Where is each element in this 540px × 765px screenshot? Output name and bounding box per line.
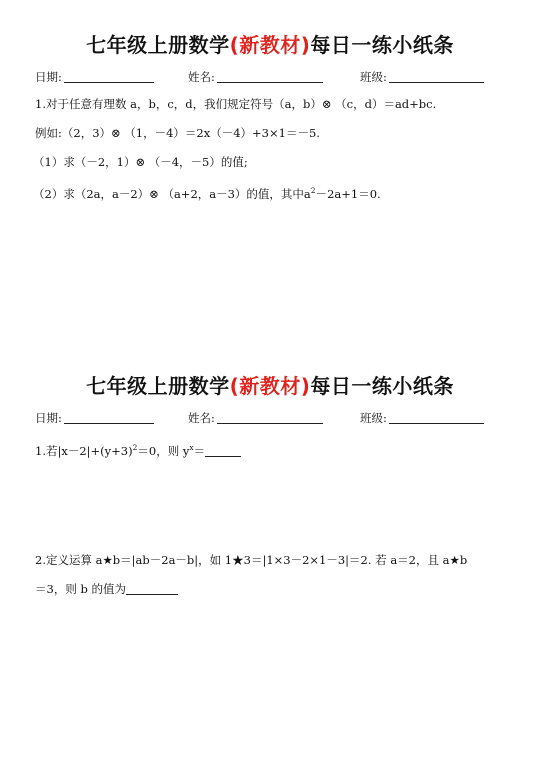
date-label: 日期:	[35, 411, 62, 425]
name-field[interactable]	[188, 66, 323, 88]
title-main: 七年级上册数学	[86, 33, 230, 57]
exponent: 2	[310, 186, 316, 195]
part-2-condition: －2a+1＝0.	[315, 186, 381, 201]
q1-text-mid: ＝0，则 y	[137, 443, 190, 458]
q2-text: ＝3，则 b 的值为	[35, 582, 126, 596]
example-text: 例如:（2，3）⊗ （1，－4）＝2x（－4）+3×1＝－5.	[35, 126, 320, 140]
question-1	[35, 439, 505, 460]
date-blank[interactable]	[64, 409, 154, 424]
exponent: x	[189, 443, 194, 452]
name-label: 姓名:	[188, 411, 215, 425]
date-blank[interactable]	[64, 68, 154, 83]
date-label: 日期:	[35, 70, 62, 84]
worksheet-2	[0, 371, 540, 596]
title-main: 七年级上册数学	[86, 374, 230, 398]
q1-text: 1.若|x－2|+(y+3)	[35, 443, 133, 458]
exponent: 2	[132, 443, 138, 452]
worksheet-title	[0, 30, 540, 60]
worksheet-1	[0, 30, 540, 201]
class-field[interactable]	[360, 407, 484, 429]
title-highlight: (新教材)	[229, 33, 311, 57]
part-2-text: （2）求（2a，a－2）⊗ （a+2，a－3）的值，其中a	[33, 186, 311, 201]
question-2-line-1: 2.定义运算 a★b＝|ab－2a－b|，如 1★3＝|1×3－2×1－3|＝2. 若 a＝2，且 a★b	[35, 553, 468, 567]
question-1-part-1: （1）求（－2，1）⊗ （－4，－5）的值;	[33, 155, 248, 169]
answer-blank[interactable]	[205, 444, 241, 457]
class-label: 班级:	[360, 70, 387, 84]
class-field[interactable]	[360, 66, 484, 88]
info-row	[0, 66, 540, 88]
name-field[interactable]	[188, 407, 323, 429]
class-label: 班级:	[360, 411, 387, 425]
date-field[interactable]	[35, 66, 154, 88]
question-1: 1.对于任意有理数 a，b，c，d，我们规定符号（a，b）⊗ （c，d）＝ad+bc.	[35, 97, 437, 111]
class-blank[interactable]	[389, 409, 484, 424]
title-suffix: 每日一练小纸条	[310, 33, 454, 57]
name-blank[interactable]	[217, 68, 323, 83]
answer-blank[interactable]	[126, 582, 178, 595]
title-highlight: (新教材)	[229, 374, 311, 398]
name-label: 姓名:	[188, 70, 215, 84]
question-2-line-2	[35, 580, 505, 598]
date-field[interactable]	[35, 407, 154, 429]
worksheet-title	[0, 371, 540, 401]
title-suffix: 每日一练小纸条	[310, 374, 454, 398]
class-blank[interactable]	[389, 68, 484, 83]
info-row	[0, 407, 540, 429]
name-blank[interactable]	[217, 409, 323, 424]
question-1-part-2	[33, 182, 503, 203]
q1-text-end: ＝	[193, 443, 206, 458]
